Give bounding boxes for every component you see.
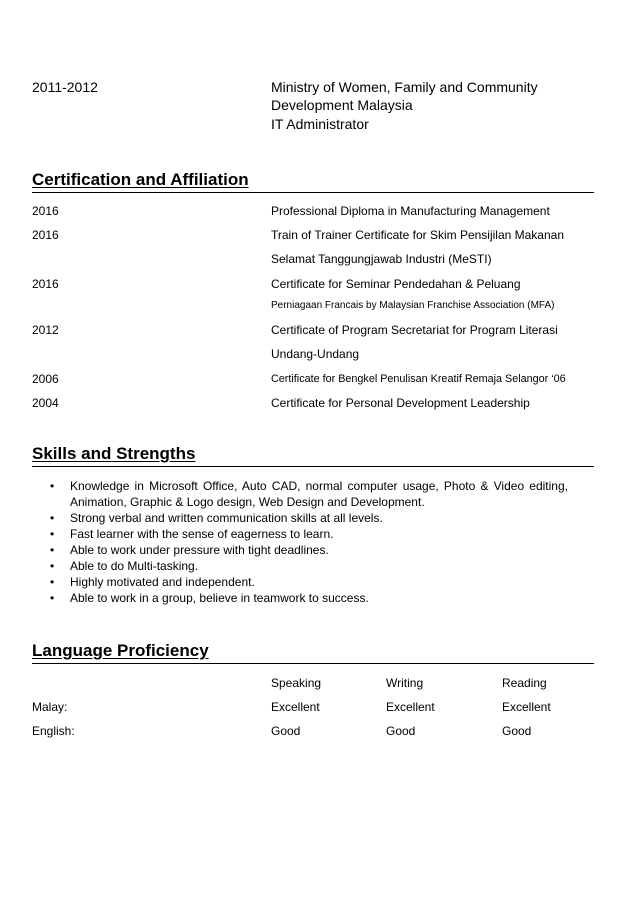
cert-text: Perniagaan Francais by Malaysian Franchise Association (MFA)	[271, 300, 555, 311]
cert-text: Selamat Tanggungjawab Industri (MeSTI)	[271, 252, 492, 266]
language-name: English:	[32, 724, 75, 738]
cert-text: Certificate of Program Secretariat for Program Literasi	[271, 323, 558, 337]
employment-role: IT Administrator	[271, 116, 369, 132]
bullet-icon: •	[50, 479, 55, 493]
list-item: • Able to work under pressure with tight deadlines.	[50, 543, 329, 557]
cert-year: 2006	[32, 372, 59, 386]
writing-level: Good	[386, 724, 416, 738]
speaking-level: Good	[271, 724, 301, 738]
bullet-icon: •	[50, 511, 55, 525]
cert-text: Certificate for Personal Development Leadership	[271, 396, 530, 410]
list-item: • Able to work in a group, believe in teamwork to success.	[50, 591, 369, 605]
cert-year: 2016	[32, 277, 59, 291]
list-item: • Strong verbal and written communication skills at all levels.	[50, 511, 383, 525]
list-item: • Able to do Multi-tasking.	[50, 559, 199, 573]
skills-list	[48, 478, 568, 606]
cert-text: Undang-Undang	[271, 347, 360, 361]
cert-year: 2016	[32, 228, 59, 242]
employment-org-line1: Ministry of Women, Family and Community	[271, 79, 538, 95]
cert-text: Certificate for Bengkel Penulisan Kreatif Remaja Selangor ‘06	[271, 373, 566, 385]
speaking-level: Excellent	[271, 700, 320, 714]
skills-heading-text: Skills and Strengths	[32, 444, 196, 463]
certification-heading	[32, 170, 594, 193]
cert-year: 2016	[32, 204, 59, 218]
cert-text: Certificate for Seminar Pendedahan & Peluang	[271, 277, 521, 291]
bullet-icon: •	[50, 527, 55, 541]
certification-heading-text: Certification and Affiliation	[32, 170, 249, 189]
employment-years: 2011-2012	[32, 79, 98, 95]
writing-level: Excellent	[386, 700, 435, 714]
skills-heading	[32, 444, 594, 467]
bullet-icon: •	[50, 559, 55, 573]
language-heading	[32, 641, 594, 664]
list-item: • Fast learner with the sense of eagerness to learn.	[50, 527, 334, 541]
list-item: • Highly motivated and independent.	[50, 575, 255, 589]
language-name: Malay:	[32, 700, 68, 714]
column-header-writing: Writing	[386, 676, 424, 690]
column-header-reading: Reading	[502, 676, 547, 690]
reading-level: Excellent	[502, 700, 551, 714]
column-header-speaking: Speaking	[271, 676, 322, 690]
list-item: • Knowledge in Microsoft Office, Auto CAD, normal computer usage, Photo & Video editing, Animation, Graphic & Logo design, Web Design and Development.	[50, 479, 568, 509]
cert-year: 2012	[32, 323, 59, 337]
cert-text: Professional Diploma in Manufacturing Management	[271, 204, 550, 218]
bullet-icon: •	[50, 543, 55, 557]
employment-org-line2: Development Malaysia	[271, 97, 413, 113]
reading-level: Good	[502, 724, 532, 738]
cert-text: Train of Trainer Certificate for Skim Pensijilan Makanan	[271, 228, 565, 242]
language-heading-text: Language Proficiency	[32, 641, 209, 660]
bullet-icon: •	[50, 575, 55, 589]
bullet-icon: •	[50, 591, 55, 605]
cert-year: 2004	[32, 396, 59, 410]
